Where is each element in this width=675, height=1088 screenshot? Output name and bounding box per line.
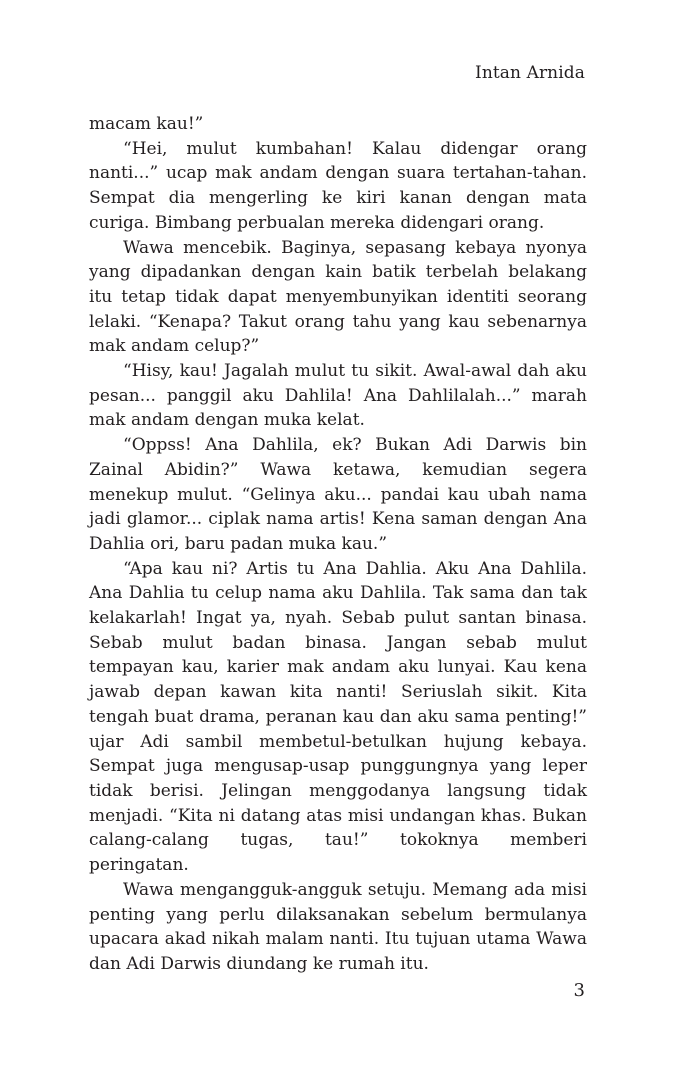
paragraph: “Oppss! Ana Dahlila, ek? Bukan Adi Darwis bin Zainal Abidin?” Wawa ketawa, kemudian segera menekup mulut. “Gelinya aku... pandai kau ubah nama jadi glamor... ciplak nama artis! Kena saman dengan Ana Dahlia ori, baru padan muka kau.” <box>89 435 587 554</box>
paragraph: “Hisy, kau! Jagalah mulut tu sikit. Awal-awal dah aku pesan... panggil aku Dahlila! Ana Dahlilalah...” marah mak andam dengan muka kelat. <box>89 361 587 431</box>
paragraph-continued: macam kau!” <box>89 114 204 134</box>
paragraph: Wawa mencebik. Baginya, sepasang kebaya nyonya yang dipadankan dengan kain batik terbelah belakang itu tetap tidak dapat menyembunyikan identiti seorang lelaki. “Kenapa? Takut orang tahu yang kau sebenarnya mak andam celup?” <box>89 237 587 357</box>
body-text <box>89 112 587 977</box>
paragraph: Wawa mengangguk-angguk setuju. Memang ada misi penting yang perlu dilaksanakan sebelum bermulanya upacara akad nikah malam nanti. Itu tujuan utama Wawa dan Adi Darwis diundang ke rumah itu. <box>89 879 587 974</box>
running-head: Intan Arnida <box>475 63 585 83</box>
paragraph: “Hei, mulut kumbahan! Kalau didengar orang nanti...” ucap mak andam dengan suara tertahan-tahan. Sempat dia mengerling ke kiri kanan dengan mata curiga. Bimbang perbualan mereka didengari orang. <box>89 138 587 233</box>
page-number: 3 <box>573 980 585 1001</box>
paragraph: “Apa kau ni? Artis tu Ana Dahlia. Aku Ana Dahlila. Ana Dahlia tu celup nama aku Dahlila. Tak sama dan tak kelakarlah! Ingat ya, nyah. Sebab pulut santan binasa. Sebab mulut badan binasa. Jangan sebab mulut tempayan kau, karier mak andam aku lunyai. Kau kena jawab depan kawan kita nanti! Seriuslah sikit. Kita tengah buat drama, peranan kau dan aku sama penting!” ujar Adi sambil membetul-betulkan hujung kebaya. Sempat juga mengusap-usap punggungnya yang leper tidak berisi. Jelingan menggodanya langsung tidak menjadi. “Kita ni datang atas misi undangan khas. Bukan calang-calang tugas, tau!” tokoknya memberi peringatan. <box>89 558 587 876</box>
